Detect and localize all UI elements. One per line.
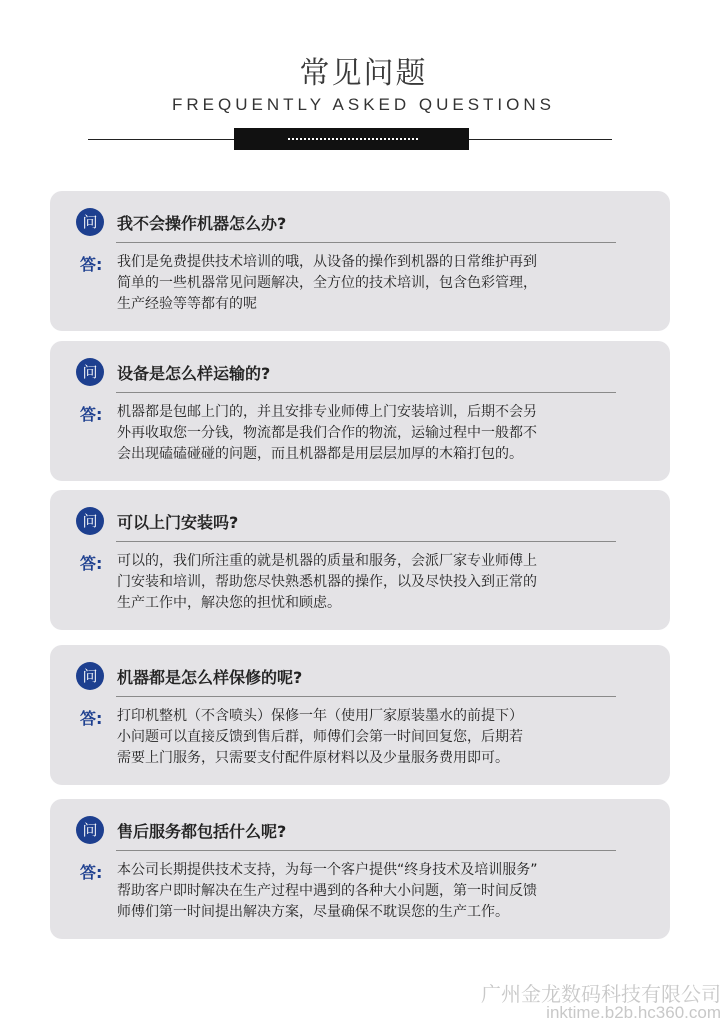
faq-answer — [117, 860, 637, 923]
question-icon: 问 — [76, 507, 104, 535]
page-title-en: FREQUENTLY ASKED QUESTIONS — [172, 95, 555, 114]
page-title-cn: 常见问题 — [299, 56, 428, 91]
answer-line: 师傅们第一时间提出解决方案，尽量确保不耽误您的生产工作。 — [117, 904, 509, 920]
question-icon: 问 — [76, 816, 104, 844]
answer-line: 机器都是包邮上门的，并且安排专业师傅上门安装培训，后期不会另 — [117, 404, 537, 420]
question-icon: 问 — [76, 208, 104, 236]
answer-line: 小问题可以直接反馈到售后群，师傅们会第一时间回复您，后期若 — [117, 729, 523, 745]
faq-question: 机器都是怎么样保修的呢? — [117, 668, 303, 687]
answer-line: 门安装和培训，帮助您尽快熟悉机器的操作，以及尽快投入到正常的 — [117, 574, 537, 590]
answer-line: 需要上门服务，只需要支付配件原材料以及少量服务费用即可。 — [117, 750, 509, 766]
faq-answer — [117, 252, 637, 315]
answer-label: 答: — [80, 863, 103, 882]
faq-answer — [117, 551, 637, 614]
faq-question: 售后服务都包括什么呢? — [117, 822, 287, 841]
answer-line: 生产经验等等都有的呢 — [117, 296, 257, 312]
answer-line: 外再收取您一分钱，物流都是我们合作的物流，运输过程中一般都不 — [117, 425, 537, 441]
faq-divider — [116, 696, 616, 697]
answer-label: 答: — [80, 405, 103, 424]
answer-line: 帮助客户即时解决在生产过程中遇到的各种大小问题，第一时间反馈 — [117, 883, 537, 899]
answer-line: 简单的一些机器常见问题解决，全方位的技术培训，包含色彩管理， — [117, 275, 537, 291]
watermark-company: 广州金龙数码科技有限公司 — [481, 982, 721, 1006]
answer-line: 可以的，我们所注重的就是机器的质量和服务，会派厂家专业师傅上 — [117, 553, 537, 569]
faq-question: 设备是怎么样运输的? — [117, 364, 271, 383]
answer-label: 答: — [80, 554, 103, 573]
answer-line: 本公司长期提供技术支持，为每一个客户提供“终身技术及培训服务” — [117, 862, 538, 878]
faq-question: 我不会操作机器怎么办? — [117, 214, 287, 233]
answer-line: 打印机整机（不含喷头）保修一年（使用厂家原装墨水的前提下） — [117, 708, 523, 724]
faq-answer — [117, 706, 637, 769]
answer-line: 生产工作中，解决您的担忧和顾虑。 — [117, 595, 341, 611]
faq-card — [50, 341, 670, 481]
question-icon: 问 — [76, 662, 104, 690]
answer-line: 我们是免费提供技术培训的哦，从设备的操作到机器的日常维护再到 — [117, 254, 537, 270]
faq-question: 可以上门安装吗? — [117, 513, 239, 532]
answer-label: 答: — [80, 709, 103, 728]
faq-card — [50, 490, 670, 630]
answer-label: 答: — [80, 255, 103, 274]
faq-card — [50, 645, 670, 785]
faq-divider — [116, 541, 616, 542]
faq-divider — [116, 392, 616, 393]
faq-divider — [116, 242, 616, 243]
faq-card — [50, 191, 670, 331]
watermark-url: inktime.b2b.hc360.com — [546, 1003, 721, 1022]
title-divider-dots — [288, 138, 418, 140]
faq-answer — [117, 402, 637, 465]
faq-divider — [116, 850, 616, 851]
question-icon: 问 — [76, 358, 104, 386]
answer-line: 会出现磕磕碰碰的问题，而且机器都是用层层加厚的木箱打包的。 — [117, 446, 523, 462]
faq-card — [50, 799, 670, 939]
